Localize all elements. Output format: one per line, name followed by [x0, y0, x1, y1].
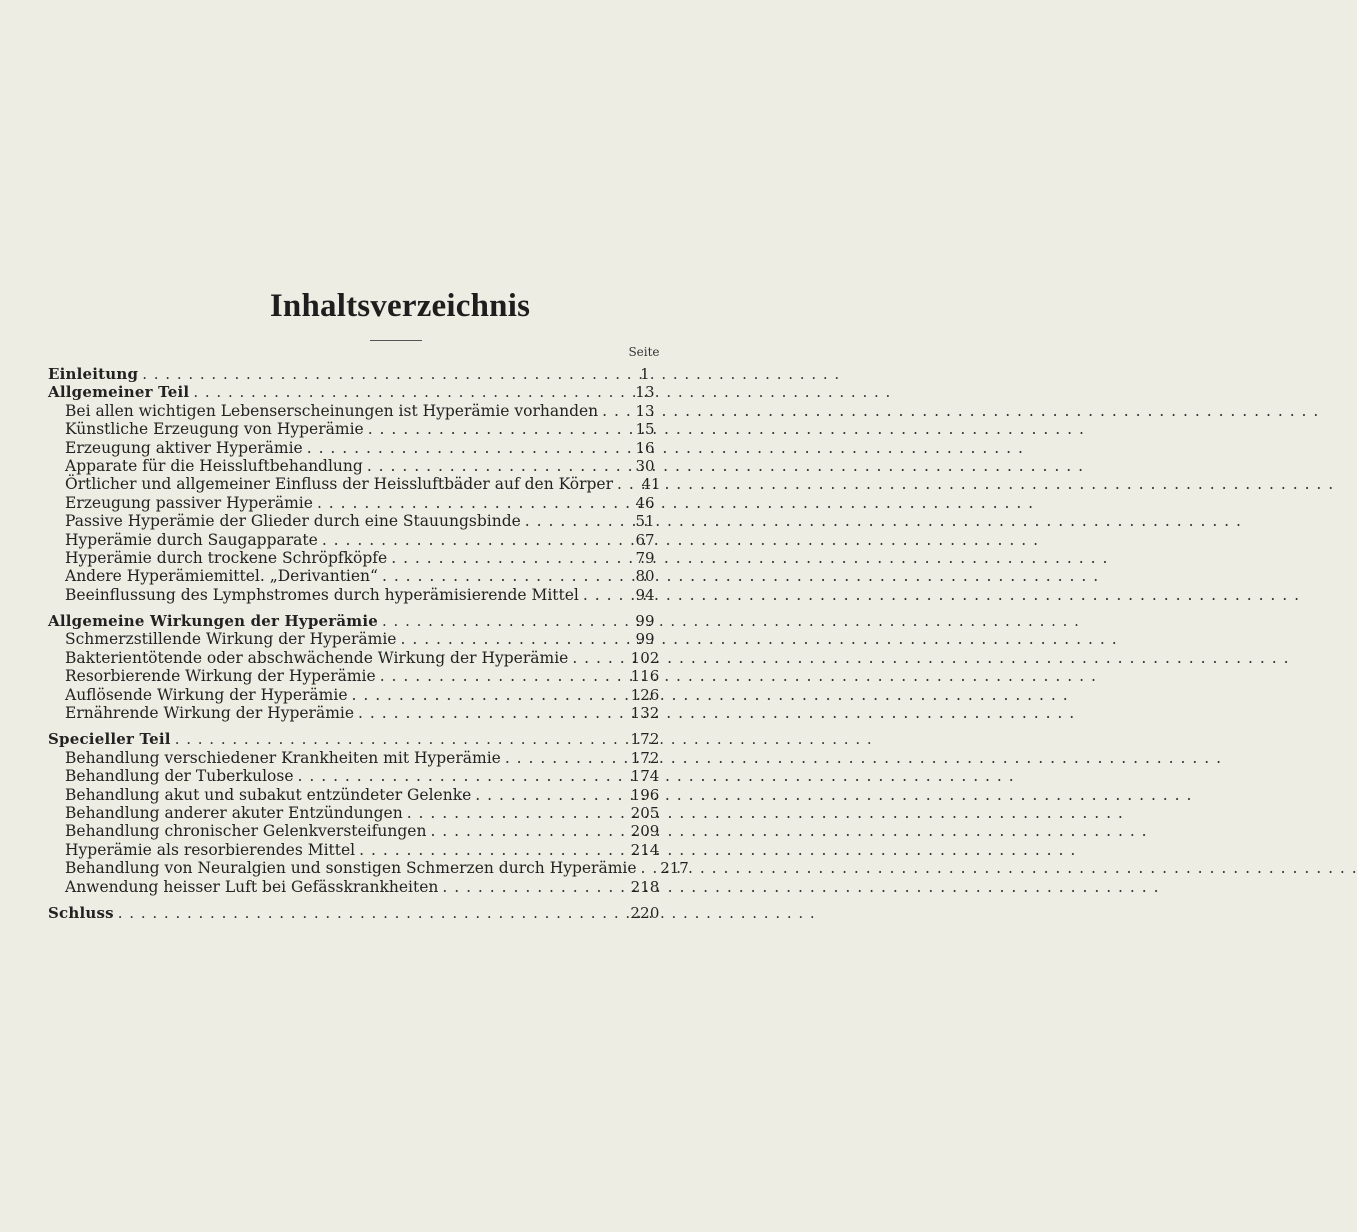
toc-subentry	[48, 704, 669, 722]
toc-page-number: 172	[630, 748, 660, 767]
dot-leader	[171, 730, 621, 748]
toc-entry-title: Passive Hyperämie der Glieder durch eine Stauungsbinde	[65, 512, 521, 531]
toc-page-number: 209	[630, 822, 660, 841]
dot-leader	[378, 612, 621, 630]
dot-leader	[598, 402, 621, 420]
toc-entry-title: Erzeugung aktiver Hyperämie	[65, 438, 303, 457]
page-column-label: Seite	[628, 345, 660, 359]
toc-entry-title: Einleitung	[48, 365, 139, 383]
dot-leader	[355, 841, 621, 859]
dot-leader	[189, 383, 621, 401]
toc-subentry	[48, 767, 669, 785]
toc-section-entry	[48, 365, 669, 383]
dot-leader	[354, 704, 621, 722]
toc-page-number: 15	[635, 420, 655, 439]
toc-subentry	[48, 804, 669, 822]
toc-entry-title: Anwendung heisser Luft bei Gefässkrankheiten	[65, 877, 439, 896]
toc-section-entry	[48, 383, 669, 401]
toc-page-number: 172	[630, 730, 660, 749]
toc-entry-title: Behandlung von Neuralgien und sonstigen Schmerzen durch Hyperämie	[65, 859, 637, 878]
toc-entry-title: Schluss	[48, 903, 114, 922]
toc-entry-title: Behandlung akut und subakut entzündeter Gelenke	[65, 785, 472, 804]
dot-leader	[376, 667, 621, 685]
toc-subentry	[48, 841, 669, 859]
toc-page-number: 16	[635, 438, 655, 457]
toc-subentry	[48, 494, 669, 512]
dot-leader	[396, 630, 621, 648]
toc-subentry	[48, 439, 669, 457]
toc-page-number: 196	[630, 785, 660, 804]
toc-page-number: 174	[630, 767, 660, 786]
toc-entry-title: Hyperämie durch trockene Schröpfköpfe	[65, 548, 388, 567]
toc-page-number: 218	[630, 877, 660, 896]
toc-subentry	[48, 649, 669, 667]
toc-subentry	[48, 531, 669, 549]
toc-entry-title: Resorbierende Wirkung der Hyperämie	[65, 667, 376, 686]
toc-entry-title: Allgemeiner Teil	[48, 383, 190, 402]
dot-leader	[438, 878, 621, 896]
toc-entry-title: Auflösende Wirkung der Hyperämie	[65, 685, 348, 704]
toc-subentry	[48, 786, 669, 804]
toc-subentry	[48, 549, 669, 567]
toc-page-number: 80	[635, 567, 655, 586]
toc-page-number: 46	[635, 493, 655, 512]
dot-leader	[114, 904, 621, 922]
toc-entry-title: Andere Hyperämiemittel. „Derivantien“	[65, 567, 378, 586]
toc-subentry	[48, 586, 669, 604]
dot-leader	[387, 549, 621, 567]
toc-page-number: 99	[635, 612, 655, 631]
toc-subentry	[48, 667, 669, 685]
toc-entry-title: Behandlung chronischer Gelenkversteifungen	[65, 822, 427, 841]
dot-leader	[138, 365, 621, 383]
toc-page-number: 99	[635, 630, 655, 649]
dot-leader	[313, 494, 621, 512]
toc-entry-title: Behandlung verschiedener Krankheiten mit Hyperämie	[65, 748, 501, 767]
toc-section-entry	[48, 730, 669, 748]
toc-subentry	[48, 630, 669, 648]
toc-page-number: 102	[630, 648, 660, 667]
toc-entry-title: Allgemeine Wirkungen der Hyperämie	[48, 612, 379, 631]
toc-subentry	[48, 420, 669, 438]
title-divider	[370, 340, 422, 341]
toc-page-number: 94	[635, 585, 655, 604]
toc-page-number: 51	[635, 512, 655, 531]
toc-page-number: 67	[635, 530, 655, 549]
page-title: Inhaltsverzeichnis	[269, 288, 531, 324]
dot-leader	[521, 512, 621, 530]
dot-leader	[637, 859, 651, 877]
toc-subentry	[48, 822, 669, 840]
table-of-contents	[48, 365, 689, 922]
toc-page-number: 220	[630, 903, 660, 922]
toc-entry-title: Behandlung anderer akuter Entzündungen	[65, 803, 403, 822]
toc-subentry	[48, 859, 689, 878]
dot-leader	[348, 686, 622, 704]
dot-leader	[303, 439, 621, 457]
toc-entry-title: Hyperämie als resorbierendes Mittel	[65, 840, 356, 859]
toc-page-number: 132	[630, 704, 660, 723]
toc-entry-title: Specieller Teil	[48, 730, 171, 749]
toc-entry-title: Beeinflussung des Lymphstromes durch hyperämisierende Mittel	[65, 585, 579, 604]
toc-page-number: 126	[630, 685, 660, 704]
toc-subentry	[48, 512, 669, 530]
toc-subentry	[48, 686, 669, 704]
toc-page-number: 13	[635, 383, 655, 402]
toc-page-number: 116	[630, 667, 660, 686]
dot-leader	[568, 649, 621, 667]
dot-leader	[426, 822, 621, 840]
toc-page-number: 217	[660, 859, 689, 878]
toc-page-number: 1	[640, 365, 650, 383]
toc-entry-title: Künstliche Erzeugung von Hyperämie	[65, 420, 364, 439]
toc-section-entry	[48, 612, 669, 630]
toc-entry-title: Erzeugung passiver Hyperämie	[65, 493, 313, 512]
dot-leader	[318, 531, 621, 549]
toc-page-number: 30	[635, 456, 655, 475]
toc-entry-title: Örtlicher und allgemeiner Einfluss der Heissluftbäder auf den Körper	[65, 475, 614, 494]
dot-leader	[363, 457, 621, 475]
toc-subentry	[48, 457, 669, 475]
dot-leader	[378, 567, 621, 585]
toc-page-number: 41	[641, 475, 661, 494]
toc-page-number: 13	[635, 401, 655, 420]
toc-entry-title: Bakterientötende oder abschwächende Wirkung der Hyperämie	[65, 648, 569, 667]
toc-subentry	[48, 878, 669, 896]
toc-page-number: 214	[630, 840, 660, 859]
toc-entry-title: Apparate für die Heissluftbehandlung	[65, 456, 363, 475]
dot-leader	[501, 749, 621, 767]
toc-subentry	[48, 749, 669, 767]
toc-page-number: 205	[630, 803, 660, 822]
toc-entry-title: Bei allen wichtigen Lebenserscheinungen ist Hyperämie vorhanden	[65, 401, 599, 420]
toc-entry-title: Behandlung der Tuberkulose	[65, 767, 294, 786]
toc-subentry	[48, 475, 669, 493]
toc-page-number: 79	[635, 548, 655, 567]
dot-leader	[471, 786, 621, 804]
dot-leader	[403, 804, 621, 822]
toc-subentry	[48, 402, 669, 420]
dot-leader	[364, 420, 621, 438]
toc-entry-title: Hyperämie durch Saugapparate	[65, 530, 318, 549]
toc-entry-title: Ernährende Wirkung der Hyperämie	[65, 704, 355, 723]
dot-leader	[294, 767, 621, 785]
dot-leader	[613, 475, 627, 493]
toc-entry-title: Schmerzstillende Wirkung der Hyperämie	[65, 630, 397, 649]
dot-leader	[579, 586, 621, 604]
toc-subentry	[48, 567, 669, 585]
toc-section-entry	[48, 904, 669, 922]
